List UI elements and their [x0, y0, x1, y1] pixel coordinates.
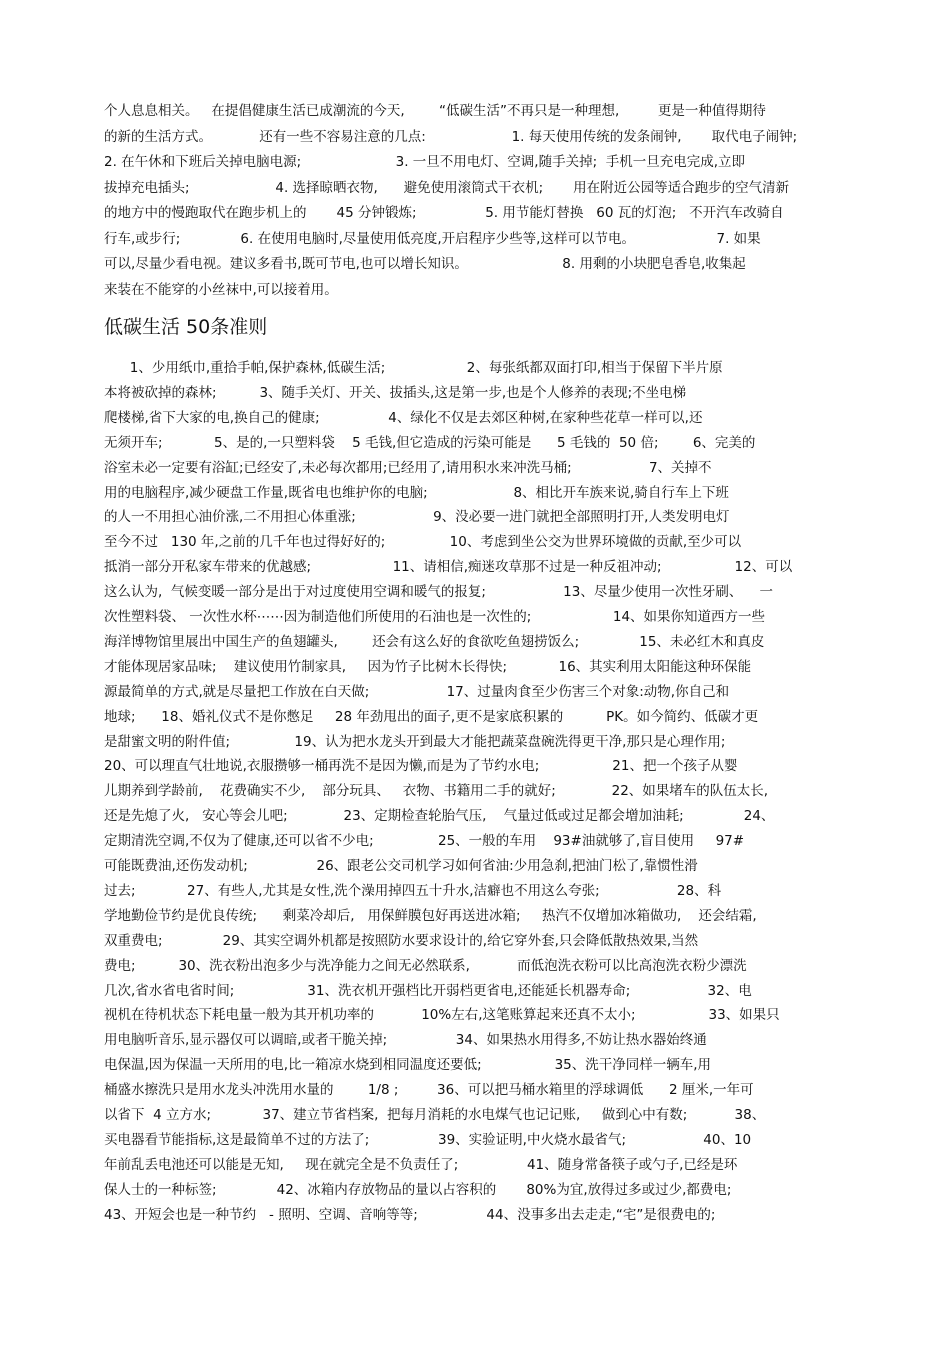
- text-line: 几次,省水省电省时间; 31、洗衣机开强档比开弱档更省电,还能延长机器寿命; 32、电: [104, 982, 752, 999]
- text-line: 桶盛水擦洗只是用水龙头冲洗用水量的 1/8 ; 36、可以把马桶水箱里的浮球调低 2 厘米,一年可: [104, 1082, 754, 1099]
- text-line: 20、可以理直气壮地说,衣服攒够一桶再洗不是因为懒,而是为了节约水电; 21、把一个孩子从婴: [104, 758, 738, 775]
- text-line: 拔掉充电插头; 4. 选择晾晒衣物, 避免使用滚筒式干衣机; 用在附近公园等适合跑步的空气清新: [104, 179, 790, 196]
- section-title: 低碳生活 50条准则: [104, 316, 268, 338]
- text-line: 行车,或步行; 6. 在使用电脑时,尽量使用低亮度,开启程序少些等,这样可以节电。 7. 如果: [104, 230, 761, 247]
- text-line: 至今不过 130 年,之前的几千年也过得好好的; 10、考虑到坐公交为世界环境做的贡献,至少可以: [104, 534, 742, 551]
- text-line: 可以,尽量少看电视。建议多看书,既可节电,也可以增长知识。 8. 用剩的小块肥皂香皂,收集起: [104, 256, 746, 272]
- text-line: 可能既费油,还伤发动机; 26、跟老公交司机学习如何省油:少用急刹,把油门松了,靠惯性滑: [104, 858, 698, 874]
- text-line: 这么认为, 气候变暖一部分是出于对过度使用空调和暖气的报复; 13、尽量少使用一次性牙刷、 一: [104, 584, 774, 601]
- text-line: 2. 在午休和下班后关掉电脑电源; 3. 一旦不用电灯、空调,随手关掉; 手机一旦充电完成,立即: [104, 154, 746, 170]
- text-line: 双重费电; 29、其实空调外机都是按照防水要求设计的,给它穿外套,只会降低散热效果,当然: [104, 932, 699, 949]
- text-line: 年前乱丢电池还可以能是无知, 现在就完全是不负责任了; 41、随身常备筷子或勺子,已经是环: [104, 1156, 738, 1173]
- text-line: 用的电脑程序,减少硬盘工作量,既省电也维护你的电脑; 8、相比开车族来说,骑自行车上下班: [104, 484, 729, 501]
- text-line: 以省下 4 立方水; 37、建立节省档案, 把每月消耗的水电煤气也记记账, 做到心中有数; 38、: [104, 1107, 766, 1123]
- text-line: 浴室未必一定要有浴缸;已经安了,未必每次都用;已经用了,请用积水来冲洗马桶; 7、关掉不: [104, 459, 712, 476]
- text-line: 电保温,因为保温一天所用的电,比一箱凉水烧到相同温度还要低; 35、洗干净同样一辆车,用: [104, 1057, 712, 1074]
- text-line: 本将被砍掉的森林; 3、随手关灯、开关、拔插头,这是第一步,也是个人修养的表现;不坐电梯: [104, 384, 687, 401]
- text-line: 源最简单的方式,就是尽量把工作放在白天做; 17、过量肉食至少伤害三个对象:动物,你自己和: [104, 683, 730, 700]
- text-line: 来装在不能穿的小丝袜中,可以接着用。: [104, 281, 338, 298]
- text-line: 视机在待机状态下耗电量一般为其开机功率的 10%左右,这笔账算起来还真不太小; 33、如果只: [104, 1007, 780, 1024]
- text-line: 还是先熄了火, 安心等会儿吧; 23、定期检查轮胎气压, 气量过低或过足都会增加油耗; 24、: [104, 808, 775, 825]
- text-line: 的人一不用担心油价涨,二不用担心体重涨; 9、没必要一进门就把全部照明打开,人类发明电灯: [104, 509, 730, 526]
- text-line: 用电脑听音乐,显示器仅可以调暗,或者干脆关掉; 34、如果热水用得多,不妨让热水器始终通: [104, 1032, 707, 1049]
- text-line: 抵消一部分开私家车带来的优越感; 11、请相信,痴迷攻草那不过是一种反祖冲动; 12、可以: [104, 559, 793, 576]
- text-line: 才能体现居家品味; 建议使用竹制家具, 因为竹子比树木长得快; 16、其实利用太阳能这种环保能: [104, 658, 752, 675]
- text-line: 学地勤俭节约是优良传统; 剩菜冷却后, 用保鲜膜包好再送进冰箱; 热汽不仅增加冰箱做功, 还会结霜,: [104, 907, 757, 924]
- text-line: 海洋博物馆里展出中国生产的鱼翅罐头, 还会有这么好的食欲吃鱼翅捞饭么; 15、未必红木和真皮: [104, 633, 765, 650]
- text-line: 儿期养到学龄前, 花费确实不少, 部分玩具、 衣物、书籍用二手的就好; 22、如果堵车的队伍太长,: [104, 783, 769, 800]
- text-line: 个人息息相关。 在提倡健康生活已成潮流的今天, “低碳生活”不再只是一种理想, 更是一种值得期待: [104, 103, 766, 119]
- text-line: 是甜蜜文明的附件值; 19、认为把水龙头开到最大才能把蔬菜盘碗洗得更干净,那只是心理作用;: [104, 733, 726, 750]
- text-line: 无须开车; 5、是的,一只塑料袋 5 毛钱,但它造成的污染可能是 5 毛钱的 50 倍; 6、完美的: [104, 434, 756, 451]
- text-line: 买电器看节能指标,这是最简单不过的方法了; 39、实验证明,中火烧水最省气; 40、10: [104, 1131, 752, 1148]
- text-line: 地球; 18、婚礼仪式不是你憋足 28 年劲甩出的面子,更不是家底积累的 PK。如今简约、低碳才更: [104, 708, 759, 725]
- text-line: 保人士的一种标签; 42、冰箱内存放物品的量以占容积的 80%为宜,放得过多或过少,都费电;: [104, 1181, 732, 1198]
- text-line: 过去; 27、有些人,尤其是女性,洗个澡用掉四五十升水,洁癖也不用这么夸张; 28、科: [104, 882, 722, 899]
- text-line: 定期清洗空调,不仅为了健康,还可以省不少电; 25、一般的车用 93#油就够了,盲目使用 97#: [104, 833, 745, 850]
- text-line: 的地方中的慢跑取代在跑步机上的 45 分钟锻炼; 5. 用节能灯替换 60 瓦的灯泡; 不开汽车改骑自: [104, 205, 784, 221]
- text-line: 1、少用纸巾,重拾手帕,保护森林,低碳生活; 2、每张纸都双面打印,相当于保留下半片原: [104, 360, 723, 376]
- text-line: 43、开短会也是一种节约 - 照明、空调、音响等等; 44、没事多出去走走,“宅”是很费电的;: [104, 1206, 716, 1223]
- text-line: 爬楼梯,省下大家的电,换自己的健康; 4、绿化不仅是去郊区种树,在家种些花草一样可以,还: [104, 409, 703, 426]
- text-line: 的新的生活方式。 还有一些不容易注意的几点: 1. 每天使用传统的发条闹钟, 取代电子闹钟;: [104, 128, 798, 145]
- text-line: 费电; 30、洗衣粉出泡多少与洗净能力之间无必然联系, 而低泡洗衣粉可以比高泡洗衣粉少漂洗: [104, 957, 747, 974]
- text-line: 次性塑料袋、 一次性水杯⋯⋯因为制造他们所使用的石油也是一次性的; 14、如果你知道西方一些: [104, 609, 766, 625]
